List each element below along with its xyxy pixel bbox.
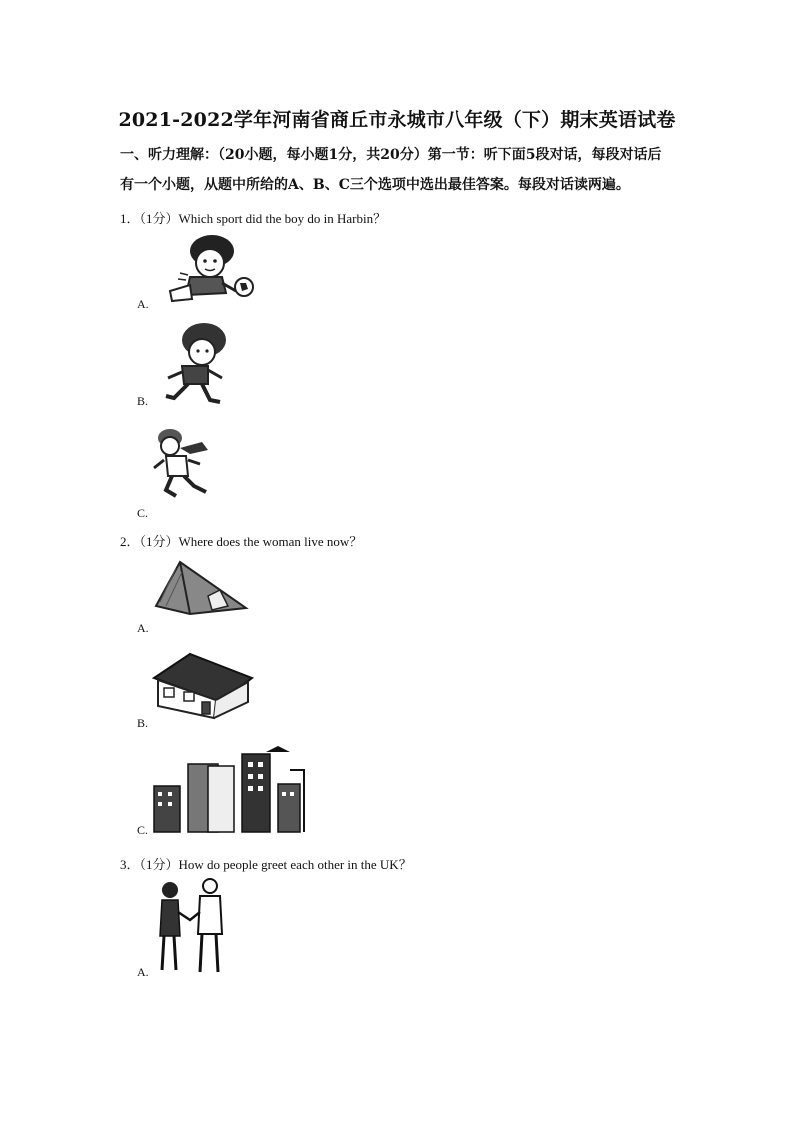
people-shaking-hands-image (150, 876, 232, 976)
option-label: A. (137, 297, 149, 311)
option-label: A. (137, 621, 149, 635)
city-buildings-image (148, 744, 312, 836)
question-1-text: 1．（1分）Which sport did the boy do in Harbin？ (120, 211, 387, 226)
page-title: 2021-2022学年河南省商丘市永城市八年级（下）期末英语试卷 (118, 109, 676, 131)
child-skating-image (150, 424, 216, 504)
question-3-text: 3．（1分）How do people greet each other in the UK？ (120, 857, 412, 872)
instruction-line-2: 有一个小题，从题中所给的A、B、C三个选项中选出最佳答案。每段对话读两遍。 (120, 177, 630, 193)
question-2-text: 2．（1分）Where does the woman live now？ (120, 534, 363, 549)
tent-image (150, 556, 250, 618)
option-label: C. (137, 823, 149, 837)
option-label: C. (137, 506, 149, 520)
instruction-line-1: 一、听力理解：（20小题，每小题1分，共20分）第一节：听下面5段对话，每段对话后 (120, 147, 662, 163)
boy-running-image (160, 322, 232, 408)
option-label: A. (137, 965, 149, 979)
option-label: B. (137, 394, 149, 408)
section-instruction (120, 140, 690, 200)
option-label: B. (137, 716, 149, 730)
house-image (150, 648, 258, 720)
boy-playing-soccer-image (160, 233, 260, 305)
